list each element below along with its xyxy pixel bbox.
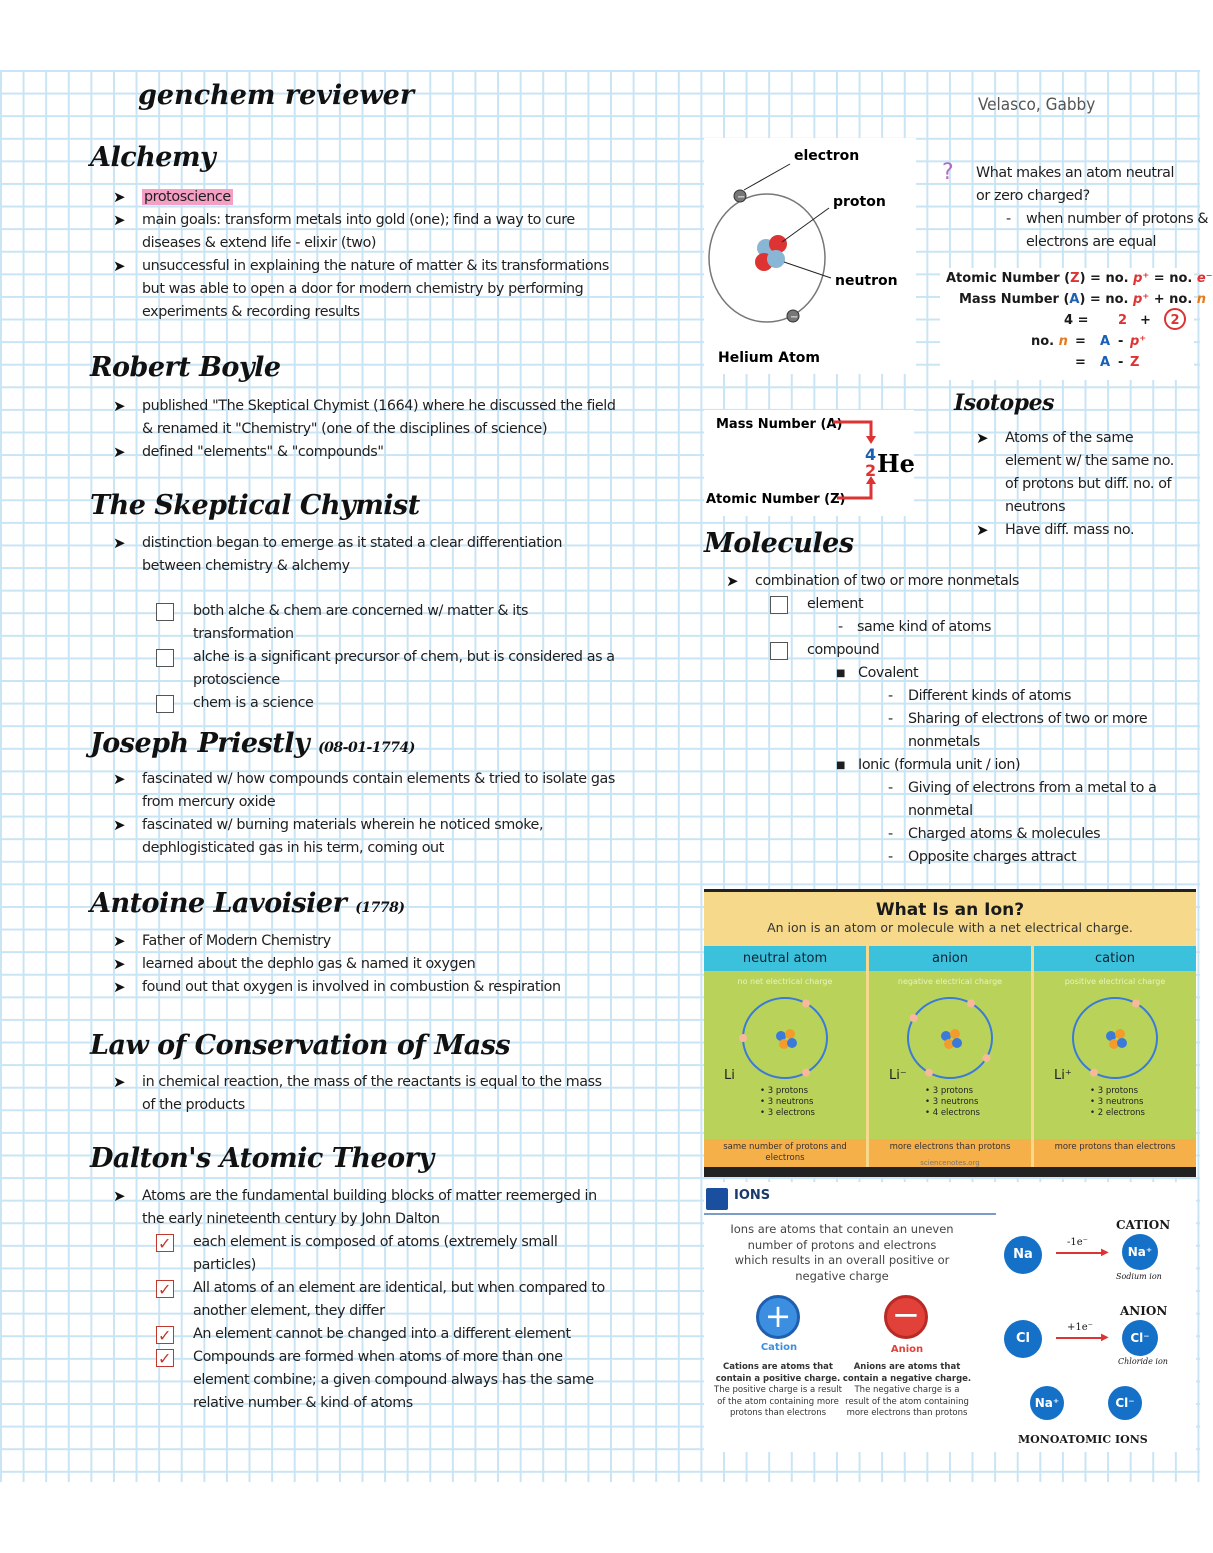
checklist-item	[156, 1323, 616, 1346]
particle-counts: • 3 protons • 3 neutrons • 4 electrons	[925, 1086, 980, 1118]
electron-dot	[1090, 1069, 1098, 1077]
isotopes-heading: Isotopes	[954, 390, 1054, 416]
helium-atom-diagram	[704, 138, 916, 374]
anion-label: Anion	[890, 1344, 924, 1355]
priestly-name: Joseph Priestly	[90, 728, 310, 759]
checkbox[interactable]	[156, 695, 174, 713]
ions-card-title: IONS	[734, 1188, 771, 1203]
sub-sub-item: - Charged atoms & molecules	[888, 826, 1101, 842]
poster-columns	[704, 946, 1196, 1167]
poster-banner	[704, 892, 1196, 946]
checklist-item	[770, 639, 1190, 662]
mass-number-label: Mass Number (A)	[716, 417, 843, 432]
lavoisier-date: (1778)	[355, 900, 405, 916]
priestly-heading	[90, 728, 415, 759]
checklist-label: An element cannot be changed into a different element	[193, 1326, 571, 1342]
checkbox-checked[interactable]	[156, 1234, 174, 1252]
list-item	[113, 186, 618, 209]
neutral-answer: - when number of protons & electrons are equal	[1006, 211, 1209, 250]
sub-item: ■ Ionic (formula unit / ion)	[836, 757, 1021, 773]
list-item: ➤ fascinated w/ how compounds contain elements & tried to isolate gas from mercury oxide	[113, 768, 618, 814]
lavoisier-list	[113, 930, 618, 999]
sub-sub-item: - Different kinds of atoms	[888, 688, 1072, 704]
sub-sub-item: - Sharing of electrons of two or more nonmetals	[888, 711, 1148, 750]
ions-description: Ions are atoms that contain an uneven number of protons and electrons which results in an overall positive or negative charge	[730, 1222, 954, 1283]
neutron-label: neutron	[835, 273, 898, 289]
ion-symbol: Li⁻	[889, 1068, 907, 1083]
electron-label: electron	[794, 148, 860, 164]
helium-atom-figure	[704, 138, 916, 374]
nuclide-notation-diagram	[704, 410, 914, 516]
dalton-list	[113, 1185, 618, 1231]
list-item: ➤ combination of two or more nonmetals	[726, 570, 1186, 593]
ions-card-marker	[706, 1188, 728, 1210]
sodium-ion-label: Sodium ion	[1116, 1272, 1162, 1281]
electron-dot	[967, 999, 975, 1007]
na-plus-ion-2: Na⁺	[1030, 1386, 1064, 1420]
author-name: Velasco, Gabby	[978, 95, 1096, 115]
checkbox[interactable]	[770, 596, 788, 614]
na-plus-ion: Na⁺	[1122, 1234, 1158, 1270]
isotopes-list	[976, 427, 1191, 542]
priestly-list	[113, 768, 618, 860]
mass-number: 4	[865, 445, 877, 464]
cl-minus-ion: Cl⁻	[1122, 1320, 1158, 1356]
electron-dot	[910, 1014, 918, 1022]
checklist-item	[156, 1231, 616, 1277]
dalton-heading: Dalton's Atomic Theory	[90, 1143, 434, 1174]
poster-subtitle: An ion is an atom or molecule with a net electrical charge.	[767, 920, 1133, 935]
list-item: ➤ defined "elements" & "compounds"	[113, 441, 618, 464]
page-title: genchem reviewer	[138, 80, 415, 111]
compound-label: compound	[807, 642, 880, 658]
checkbox-checked[interactable]	[156, 1349, 174, 1367]
column-header: anion	[869, 946, 1031, 971]
conservation-heading: Law of Conservation of Mass	[90, 1030, 511, 1061]
poster-title: What Is an Ion?	[875, 900, 1025, 920]
sub-item: - same kind of atoms	[838, 619, 992, 635]
electron-dot	[802, 1069, 810, 1077]
element-label: element	[807, 596, 864, 612]
checklist-item	[156, 600, 616, 646]
skeptical-checklist	[156, 600, 616, 715]
electron-dot	[925, 1069, 933, 1077]
ion-column	[704, 946, 866, 1167]
column-header: neutral atom	[704, 946, 866, 971]
ion-symbol: Li⁺	[1054, 1068, 1072, 1083]
neutral-answer-text: when number of protons & electrons are equal	[1026, 211, 1209, 250]
nucleon-formulas: Atomic Number (Z) = no. p⁺ = no. e⁻ Mass Number (A) = no. p⁺ + no. n 4 = 2 + 2 no. n = A - p⁺ = A - Z	[940, 268, 1194, 380]
charge-note: negative electrical charge	[897, 977, 1003, 986]
list-item: ➤ learned about the dephlo gas & named it oxygen	[113, 953, 618, 976]
charge-note: no net electrical charge	[737, 977, 833, 986]
checklist-item	[156, 1277, 616, 1323]
checklist-item	[156, 646, 616, 692]
charge-note: positive electrical charge	[1064, 977, 1166, 986]
anion-description: Anions are atoms that contain a negative charge. The negative charge is a result of the atom containing more electrons than protons	[842, 1362, 972, 1418]
na-atom: Na	[1004, 1236, 1042, 1274]
particle-counts: • 3 protons • 3 neutrons • 2 electrons	[1090, 1086, 1145, 1118]
checkbox[interactable]	[156, 649, 174, 667]
checkbox[interactable]	[770, 642, 788, 660]
skeptical-heading: The Skeptical Chymist	[90, 490, 420, 521]
checklist-label: Compounds are formed when atoms of more than one element combine; a given compound always has the same relative number & kind of atoms	[193, 1349, 594, 1411]
lavoisier-name: Antoine Lavoisier	[90, 888, 347, 919]
list-item: ➤ published "The Skeptical Chymist (1664) where he discussed the field & renamed it "Chemistry" (one of the disciplines of science)	[113, 395, 618, 441]
skeptical-list	[113, 532, 618, 578]
checklist-label: both alche & chem are concerned w/ matter & its transformation	[193, 603, 529, 642]
cation-label: Cation	[760, 1342, 798, 1353]
cation-title: CATION	[1116, 1218, 1171, 1232]
checklist-label: alche is a significant precursor of chem, but is considered as a protoscience	[193, 649, 615, 688]
gain-electron-label: +1e⁻	[1067, 1322, 1093, 1333]
sub-item: ■ Covalent	[836, 665, 919, 681]
particle-counts: • 3 protons • 3 neutrons • 3 electrons	[760, 1086, 815, 1118]
lose-electron-label: -1e⁻	[1067, 1237, 1088, 1248]
list-item: ➤ fascinated w/ burning materials wherein he noticed smoke, dephlogisticated gas in his term, coming out	[113, 814, 618, 860]
element-symbol: He	[877, 449, 915, 478]
alchemy-list	[113, 186, 618, 324]
ion-poster	[704, 889, 1196, 1177]
list-item: ➤ in chemical reaction, the mass of the reactants is equal to the mass of the products	[113, 1071, 618, 1117]
highlighted-term: protoscience	[144, 189, 231, 205]
question-mark-icon: ?	[942, 160, 954, 185]
checklist-item	[770, 593, 1190, 616]
svg-text:−: −	[737, 192, 746, 203]
column-footer: more protons than electrons	[1034, 1139, 1196, 1167]
boyle-list	[113, 395, 618, 464]
electron-dot	[739, 1034, 747, 1042]
list-item: ➤ Atoms are the fundamental building blocks of matter reemerged in the early nineteenth century by John Dalton	[113, 1185, 618, 1231]
electron-dot	[982, 1054, 990, 1062]
dalton-checklist	[156, 1231, 616, 1415]
list-item: ➤ unsuccessful in explaining the nature of matter & its transformations but was able to open a door for modern chemistry by performing experiments & recording results	[113, 255, 618, 324]
monoatomic-title: MONOATOMIC IONS	[1018, 1433, 1148, 1446]
list-item: ➤ distinction began to emerge as it stated a clear differentiation between chemistry & alchemy	[113, 532, 618, 578]
checklist-label: chem is a science	[193, 695, 314, 711]
list-item: ➤ Atoms of the same element w/ the same no. of protons but diff. no. of neutrons	[976, 427, 1191, 519]
chloride-ion-label: Chloride ion	[1118, 1357, 1168, 1366]
checklist-label: each element is composed of atoms (extremely small particles)	[193, 1234, 558, 1273]
sub-sub-item: - Opposite charges attract	[888, 849, 1077, 865]
ion-column	[869, 946, 1031, 1167]
alchemy-heading: Alchemy	[90, 142, 216, 173]
conservation-list	[113, 1071, 618, 1117]
highlighted-neutron-count: 2	[1164, 308, 1186, 330]
list-item: ➤ main goals: transform metals into gold (one); find a way to cure diseases & extend life - elixir (two)	[113, 209, 618, 255]
helium-caption: Helium Atom	[718, 350, 820, 366]
molecules-tree	[770, 593, 1190, 869]
neutral-question: What makes an atom neutral or zero charged?	[976, 165, 1175, 204]
monoatomic-ions-panel: CATION Na -1e⁻ ▶ Na⁺ Sodium ion ANION Cl +1e⁻ ▶ Cl⁻ Chloride ion Na⁺ Cl⁻ MONOATOMIC IONS	[1004, 1182, 1192, 1452]
lavoisier-heading	[90, 888, 404, 919]
electron-dot	[802, 999, 810, 1007]
molecules-list	[726, 570, 1186, 593]
checkbox-checked[interactable]	[156, 1280, 174, 1298]
list-item: ➤ Father of Modern Chemistry	[113, 930, 618, 953]
anion-title: ANION	[1120, 1304, 1168, 1318]
priestly-date: (08-01-1774)	[318, 740, 415, 756]
checklist-label: All atoms of an element are identical, but when compared to another element, they differ	[193, 1280, 605, 1319]
proton-label: proton	[833, 194, 886, 210]
atomic-number: 2	[865, 461, 877, 480]
cl-minus-ion-2: Cl⁻	[1108, 1386, 1142, 1420]
anion-minus-icon: −	[884, 1295, 928, 1339]
column-footer: more electrons than protons	[869, 1139, 1031, 1167]
list-item: ➤ Have diff. mass no.	[976, 519, 1191, 542]
nuclide-notation-figure	[704, 410, 914, 516]
atomic-number-label: Atomic Number (Z)	[706, 492, 846, 507]
checkbox-checked[interactable]	[156, 1326, 174, 1344]
list-item: ➤ found out that oxygen is involved in combustion & respiration	[113, 976, 618, 999]
cl-atom: Cl	[1004, 1320, 1042, 1358]
sub-sub-item: - Giving of electrons from a metal to a nonmetal	[888, 780, 1157, 819]
ion-symbol: Li	[724, 1068, 735, 1083]
checkbox[interactable]	[156, 603, 174, 621]
svg-text:−: −	[790, 312, 799, 323]
molecules-heading: Molecules	[704, 528, 854, 559]
electron-dot	[1132, 999, 1140, 1007]
cation-description: Cations are atoms that contain a positive charge. The positive charge is a result of the atom containing more protons than electrons	[714, 1362, 842, 1418]
ion-column	[1034, 946, 1196, 1167]
boyle-heading: Robert Boyle	[90, 352, 281, 383]
poster-source: sciencenotes.org	[920, 1159, 980, 1167]
checklist-item	[156, 1346, 616, 1415]
ions-card	[704, 1182, 1196, 1452]
cation-plus-icon: +	[756, 1295, 800, 1339]
checklist-item	[156, 692, 616, 715]
column-footer: same number of protons and electrons	[704, 1139, 866, 1167]
column-header: cation	[1034, 946, 1196, 971]
